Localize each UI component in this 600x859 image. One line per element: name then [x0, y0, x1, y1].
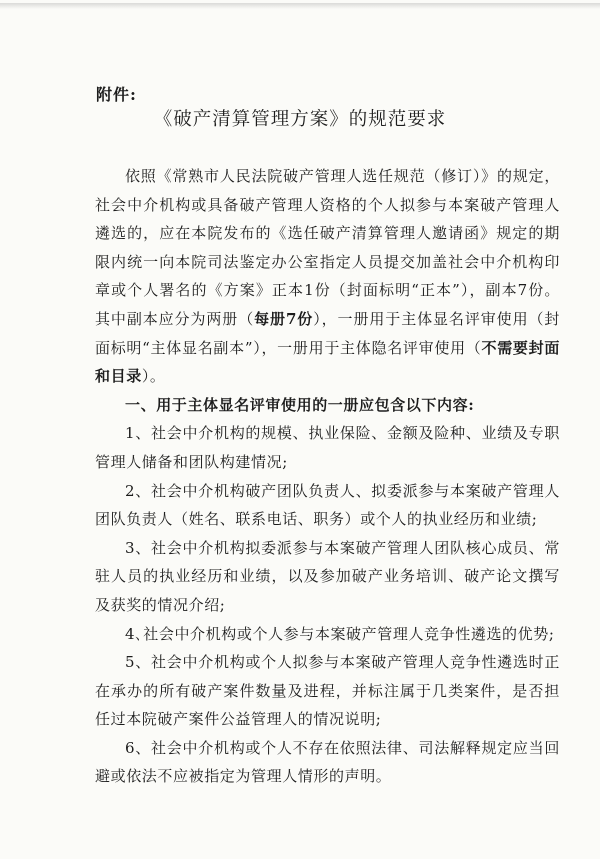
intro-paragraph — [95, 162, 560, 391]
intro-text-part3: ）。 — [141, 367, 166, 386]
list-item-6: 6、社会中介机构或个人不存在依照法律、司法解释规定应当回避或依法不应被指定为管理人情形的声明。 — [95, 738, 560, 786]
list-item-5: 5、社会中介机构或个人拟参与本案破产管理人竞争性遴选时正在承办的所有破产案件数量及进程，并标注属于几类案件，是否担任过本院破产案件公益管理人的情况说明; — [95, 653, 560, 729]
scan-edge-shadow — [0, 3, 600, 9]
intro-bold-copies: 每册7份 — [254, 309, 314, 328]
intro-text-part2: ），一册用于主体显名评审使用（封面标明“主体显名副本”），一册用于主体隐名评审使用（ — [95, 309, 560, 357]
document-body — [95, 162, 560, 791]
intro-text-part1: 依照《常熟市人民法院破产管理人选任规范（修订）》的规定，社会中介机构或具备破产管理人资格的个人拟参与本案破产管理人遴选的，应在本院发布的《选任破产清算管理人邀请函》规定的期限内统一向本院司法鉴定办公室指定人员提交加盖社会中介机构印章或个人署名的《方案》正本1份（封面标明“正本”），副本7份。其中副本应分为两册（ — [95, 167, 560, 328]
list-item-2: 2、社会中介机构破产团队负责人、拟委派参与本案破产管理人团队负责人（姓名、联系电话、职务）或个人的执业经历和业绩; — [95, 481, 560, 529]
document-title: 《破产清算管理方案》的规范要求 — [153, 109, 447, 130]
list-item-3: 3、社会中介机构拟委派参与本案破产管理人团队核心成员、常驻人员的执业经历和业绩，以及参加破产业务培训、破产论文撰写及获奖的情况介绍; — [95, 538, 560, 614]
intro-bold-no-cover: 不需要封面和目录 — [95, 338, 560, 386]
list-item-1: 1、社会中介机构的规模、执业保险、金额及险种、业绩及专职管理人储备和团队构建情况; — [95, 424, 560, 471]
attachment-label: 附件: — [96, 85, 137, 104]
section1-heading: 一、用于主体显名评审使用的一册应包含以下内容: — [125, 395, 475, 414]
list-item-4: 4､社会中介机构或个人参与本案破产管理人竞争性遴选的优势; — [125, 624, 555, 643]
